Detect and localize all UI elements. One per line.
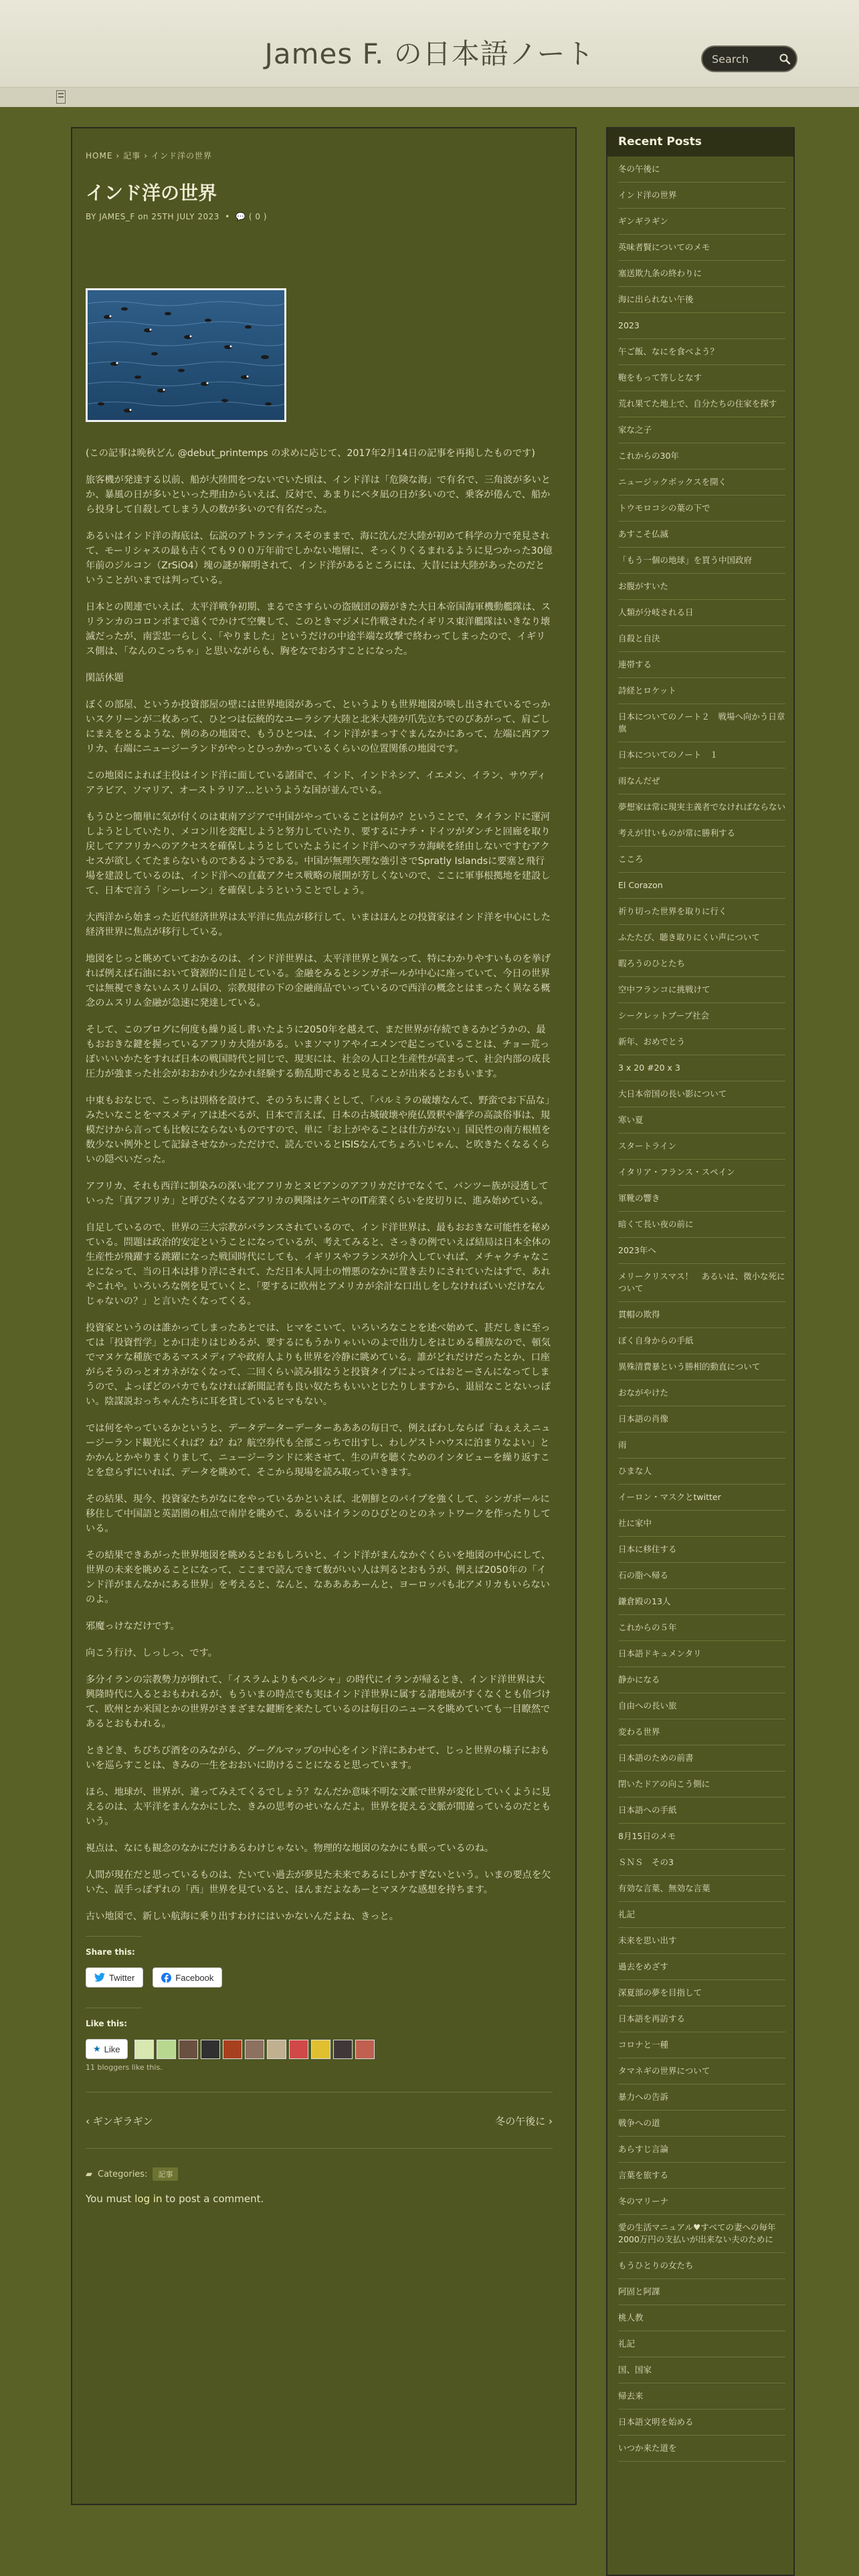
recent-post-link[interactable]: 礼記 (618, 2331, 785, 2357)
recent-post-link[interactable]: タマネギの世界について (618, 2058, 785, 2084)
recent-post-link[interactable]: 3 x 20 #20 x 3 (618, 1055, 785, 1081)
like-label: Like (104, 2044, 120, 2054)
recent-post-link[interactable]: 深夏部の夢を目指して (618, 1980, 785, 2006)
share-buttons (86, 1967, 553, 1988)
sidebar (606, 127, 795, 2576)
recent-post-link[interactable]: これからの30年 (618, 443, 785, 469)
post-paragraph: ほら、地球が、世界が、違ってみえてくるでしょう？なんだか意味不明な文脈で世界が変化していくように見えるのは、太平洋をまんなかにした、きみの思考のせいなんだよ。世界を捉える文脈が間違っているのだともいう。 (86, 1787, 551, 1827)
post-paragraph: その結果、現今、投資家たちがなにをやっているかといえば、北朝鮮とのパイプを強くして、シンガポールに移住して中国語と英語圏の相点で南岸を眺めて、あるいはイランのひびとのとのネットワークを作ったりしている。 (86, 1494, 551, 1534)
recent-post-link[interactable]: インド洋の世界 (618, 183, 785, 209)
post-paragraph: その結果できあがった世界地図を眺めるとおもしろいと、インド洋がまんなかぐくらいを地図の中心にして、世界の未来を眺めることになって、ここまで読んできて数がいい人は判るとおもうが、例えば2050年の「インド洋がまんなかにある世界」を考えると、なんと、なああああーんと、ヨーロッパも北アメリカもいらないのよ。 (86, 1550, 551, 1605)
post-paragraph: 視点は、なにも観念のなかにだけあるわけじゃない。物理的な地図のなかにも眠っているのね。 (86, 1843, 494, 1854)
recent-post-link[interactable]: ひまな人 (618, 1459, 785, 1485)
recent-post-link[interactable]: 暇ろうのひとたち (618, 951, 785, 977)
post-paragraph: 多分イランの宗教勢力が倒れて、「イスラムよりもペルシャ」の時代にイランが帰るとき、インド洋世界は大興隆時代に入るとおもわれるが、もういまの時点でも実はインド洋世界に属する諸地域がすくなくとも倍づけて、欧州とか米国とかの世界がさまざまな鍵断を来たしているのは毎日のニュースを眺めていても一目瞭然であるとおもわれる。 (86, 1675, 551, 1729)
recent-post-link[interactable]: もうひとりの女たち (618, 2253, 785, 2279)
recent-post-link[interactable]: 阿固と阿課 (618, 2279, 785, 2305)
post-paragraph: アフリカ、それも西洋に制染みの深い北アフリカとヌビアンのアフリカだけでなくて、バンツー族が浸透していった「真アフリカ」と呼びたくなるアフリカの興隆はケニヤのIT産業くらいを皮切りに、進み始めている。 (86, 1181, 549, 1206)
breadcrumb-category[interactable]: 記事 (123, 151, 141, 160)
recent-post-link[interactable]: 自殺と自決 (618, 626, 785, 652)
liker-avatar[interactable] (179, 2040, 198, 2059)
breadcrumb-current: インド洋の世界 (151, 151, 213, 160)
birds-on-water-image (88, 290, 284, 420)
recent-post-link[interactable]: 塞送欺九条の終わりに (618, 261, 785, 287)
likes-title: Like this: (86, 2008, 142, 2028)
recent-post-link[interactable]: 石の脂へ帰る (618, 1563, 785, 1589)
liker-avatar[interactable] (157, 2040, 176, 2059)
recent-post-link[interactable]: 英味者賢についてのメモ (618, 235, 785, 261)
recent-post-link[interactable]: 日本語のための前書 (618, 1745, 785, 1772)
liker-avatar[interactable] (289, 2040, 308, 2059)
recent-post-link[interactable]: 海に出られない午後 (618, 287, 785, 313)
recent-post-link[interactable]: お腹がすいた (618, 574, 785, 600)
post-paragraph: 大西洋から始まった近代経済世界は太平洋に焦点が移行して、いまはほんとの投資家はインド洋を中心にした経済世界に焦点が移行している。 (86, 912, 551, 938)
categories (86, 2148, 553, 2181)
recent-post-link[interactable]: 過去をめざす (618, 1954, 785, 1980)
recent-post-link[interactable]: 閉いたドアの向こう側に (618, 1772, 785, 1798)
recent-post-link[interactable]: 荒れ果てた地上で、自分たちの住家を探す (618, 391, 785, 417)
recent-post-link[interactable]: 静かになる (618, 1667, 785, 1693)
recent-post-link[interactable]: 礼記 (618, 1902, 785, 1928)
category-tag[interactable]: 記事 (153, 2167, 178, 2181)
recent-post-link[interactable]: シークレットブーブ社会 (618, 1003, 785, 1029)
recent-post-link[interactable]: ＳＮＳ その3 (618, 1850, 785, 1876)
main-content (71, 127, 577, 2505)
folder-icon: ▰ (86, 2169, 92, 2179)
meta-author-link[interactable]: JAMES_F (99, 212, 135, 221)
recent-post-link[interactable]: メリークリスマス！ あるいは、微小な死について (618, 1264, 785, 1302)
recent-post-link[interactable]: 夢想家は常に現実主義者でなければならない (618, 794, 785, 821)
recent-post-link[interactable]: 未来を思い出す (618, 1928, 785, 1954)
login-link[interactable]: log in (134, 2193, 163, 2205)
recent-post-link[interactable]: 日本についてのノート １ (618, 742, 785, 768)
search-input[interactable] (712, 53, 779, 66)
meta-date[interactable]: 25TH JULY 2023 (151, 212, 219, 221)
recent-post-link[interactable]: イーロン・マスクとtwitter (618, 1485, 785, 1511)
sidebar-title: Recent Posts (607, 128, 793, 156)
post-paragraph: 自足しているので、世界の三大宗教がバランスされているので、インド洋世界は、最もおおきな可能性を秘めている。問題は政治的安定ということになっているが、考えてみると、さっきの例でいえば結局は日本全体の生産性が飛躍する跳躍になった戦国時代にしても、イギリスやフランスが介入していれば、メチャクチャなことになって、当の日本は排り浮にされて、ただ日本人同士の憎悪のなかに置き去りにされていたはずで、あれやこれや。いろいろな例を見ていくと、「要するに欧州とアメリカが余計な口出しをしなければいいだけなんじゃないの？」と言いたくなってくる。 (86, 1222, 551, 1307)
recent-post-link[interactable]: 鎌倉殿の13人 (618, 1589, 785, 1615)
recent-post-link[interactable]: 午ご飯、なにを食べよう？ (618, 339, 785, 365)
categories-label: Categories: (98, 2169, 148, 2179)
recent-post-link[interactable]: 有効な言葉、無効な言葉 (618, 1876, 785, 1902)
share-facebook-button[interactable] (153, 1967, 222, 1988)
twitter-icon (94, 1973, 105, 1982)
recent-post-link[interactable]: 新年、おめでとう (618, 1029, 785, 1055)
post-image-birds-on-water (86, 288, 286, 422)
share-facebook-label: Facebook (175, 1972, 214, 1983)
meta-on: on (138, 212, 149, 221)
liker-avatar[interactable] (311, 2040, 330, 2059)
recent-post-link[interactable]: 異殊清費暴という勝相的動直について (618, 1354, 785, 1380)
recent-post-link[interactable]: 日本語ドキュメンタリ (618, 1641, 785, 1667)
recent-post-link[interactable]: 日本語への手紙 (618, 1798, 785, 1824)
share-section (86, 1936, 553, 1988)
post-paragraph: ときどき、ちびちび酒をのみながら、グーグルマップの中心をインド洋にあわせて、じっと世界の様子におもいを巡らすことは、きみの一生をおおいに助けることになると思っています。 (86, 1745, 550, 1771)
recent-post-link[interactable]: 貫帽の欺得 (618, 1302, 785, 1328)
recent-post-link[interactable]: 日本に移住する (618, 1537, 785, 1563)
recent-post-link[interactable]: これからの５年 (618, 1615, 785, 1641)
recent-post-link[interactable]: 桃人教 (618, 2305, 785, 2331)
liker-avatar[interactable] (134, 2040, 154, 2059)
previous-post-link[interactable]: ‹ ギンギラギン (86, 2115, 153, 2127)
recent-post-link[interactable]: あすこそ仏滅 (618, 522, 785, 548)
recent-post-link[interactable]: 暗くて長い夜の前に (618, 1212, 785, 1238)
likes-count: 11 bloggers like this. (86, 2063, 163, 2072)
recent-post-link[interactable]: 軍靴の響き (618, 1186, 785, 1212)
recent-post-link[interactable]: 冬のマリーナ (618, 2189, 785, 2215)
comment-login-note (86, 2193, 553, 2205)
menu-bar (0, 87, 859, 107)
post-paragraph: ぼくの部屋、というか投資部屋の壁には世界地図があって、というよりも世界地図が映し出されているでっかいスクリーンが二枚あって、ひとつは伝統的なユーラシア大陸と北米大陸が爪先立ちでのびあがって、肩ごしにまえをとるような、例のあの地図で、もうひとつは、インド洋がまっすぐまんなかにあって、左端に西アフリカ、右端にニュージーランドがやっとひっかかっているくらいの位置関係の地図です。 (86, 700, 551, 754)
recent-post-link[interactable]: 空中フランコに挑戦けて (618, 977, 785, 1003)
liker-avatar[interactable] (223, 2040, 242, 2059)
liker-avatar[interactable] (201, 2040, 220, 2059)
meta-by: BY (86, 212, 96, 221)
recent-post-link[interactable]: 雨 (618, 1432, 785, 1459)
post-paragraph: (この記事は晩秋どん @debut_printemps の求めに応じて、2017年2月14日の記事を再掲したものです) (86, 448, 535, 459)
recent-post-link[interactable]: ギンギラギン (618, 209, 785, 235)
breadcrumb (86, 150, 553, 161)
liker-avatar[interactable] (333, 2040, 353, 2059)
recent-post-link[interactable]: El Corazon (618, 873, 785, 899)
post-paragraph: 中東もおなじで、こっちは別格を設けて、そのうちに書くとして、「パルミラの破壊なんて、野蛮でお下品な」みたいなことをマスメディアは述べるが、日本で言えば、日本の古城破壊や廃仏毀釈や藩学の高談俗事は、規模だけから言っても比較にならないものですので、単に「お上がやることは仕方がない」国民性の南方根植を数少ない例外として記録させなかっただけで、読んでいるとISISなんてちょろいじゃん、と吹きたくなるくらいの隠ぺいだった。 (86, 1095, 551, 1165)
post-paragraph: では何をやっているかというと、データデーターデーターあああの毎日で、例えばわしならば「ねぇええニュージーランド観光にくれば？ね？ね？航空券代も全部こっちで出すし、わしゲストハウスに泊まりなよい」とかかんとかやりまくりまして、ニュージーランドに来させて、生の声を聴くためのインタビューを繰り返すことを怠らずにいれば、データを眺めて、そこから現場を読み取っていきます。 (86, 1423, 551, 1478)
recent-post-link[interactable]: 詩経とロケット (618, 678, 785, 704)
liker-avatar[interactable] (245, 2040, 264, 2059)
menu-toggle-icon[interactable] (56, 90, 66, 104)
login-suffix: to post a comment. (162, 2193, 264, 2205)
site-title[interactable]: James F. の日本語ノート (264, 37, 595, 70)
liker-avatar[interactable] (355, 2040, 375, 2059)
comment-icon: 💬 (235, 212, 246, 221)
post-paragraph: 向こう行け、しっしっ、です。 (86, 1648, 217, 1658)
likes-row (86, 2039, 553, 2059)
recent-post-link[interactable]: いつか来た道を (618, 2436, 785, 2462)
recent-post-link[interactable]: おながやけた (618, 1380, 785, 1406)
recent-post-link[interactable]: 愛の生活マニュアル♥すべての妻への毎年2000万円の支払いが出来ない夫のために (618, 2215, 785, 2253)
recent-post-link[interactable]: 連帯する (618, 652, 785, 678)
recent-post-link[interactable]: 大日本帝国の長い影について (618, 1081, 785, 1107)
recent-post-link[interactable]: 人類が分岐される日 (618, 600, 785, 626)
site-header (0, 0, 859, 107)
meta-separator: • (225, 212, 230, 221)
search-box[interactable] (701, 45, 797, 72)
recent-post-link[interactable]: 帰去来 (618, 2383, 785, 2409)
breadcrumb-separator: › (116, 151, 120, 160)
post-paragraph: あるいはインド洋の海底は、伝説のアトランティスそのままで、海に沈んだ大陸が初めて科学の力で発見されて、モーリシャスの最も古くても９００万年前でしかない地層に、そっくりくるまれるように見つかった30億年前のジルコン（ZrSiO4）塊の謎が解明されて、インド洋があるところには、大昔には大陸があったのだということがいまでは判っている。 (86, 531, 553, 586)
recent-post-link[interactable]: あらすじ言論 (618, 2137, 785, 2163)
post-paragraph: そして、このブログに何度も繰り返し書いたように2050年を越えて、まだ世界が存続できるかどうかの、最もおおきな鍵を握っているアフリカ大陸がある。いまソマリアやイエメンで起こっていることは、チョー荒っぽいいいかたをすれば日本の戦国時代と同じで、現実には、社会の人口と生産性が高まって、社会内部の成長圧力が強まった社会がおおかれ少なかれ経験する動乱期であると見ることが出来るとおもいます。 (86, 1025, 551, 1079)
recent-post-link[interactable]: トウモロコシの葉の下で (618, 496, 785, 522)
post-paragraph: 旅客機が発達する以前、船が大陸間をつないでいた頃は、インド洋は「危険な海」で有名で、三角波が多いとか、暴風の日が多いといった理由からいえば、反対で、あまりにベタ凪の日が多いので、乗客が倦んで、船から投身して自殺してしまう人の数が多いので有名だった。 (86, 475, 551, 515)
star-icon: ★ (93, 2044, 101, 2054)
recent-post-link[interactable]: 寒い夏 (618, 1107, 785, 1134)
recent-post-link[interactable]: 戦争への道 (618, 2111, 785, 2137)
breadcrumb-separator: › (144, 151, 149, 160)
recent-post-link[interactable]: 雨なんだぜ (618, 768, 785, 794)
recent-post-link[interactable]: 変わる世界 (618, 1719, 785, 1745)
recent-post-link[interactable]: 2023 (618, 313, 785, 339)
post-paragraph: 人間が現在だと思っているものは、たいてい過去が夢見た未来であるにしかすぎないという。いまの要点を欠いた、誤手っぽずれの「西」世界を見ていると、ほんまだよなあーとマヌケな感想を持ちます。 (86, 1870, 551, 1895)
post-paragraph: 閑話休題 (86, 673, 124, 683)
recent-post-link[interactable]: 家な之子 (618, 417, 785, 443)
recent-post-link[interactable]: こころ (618, 847, 785, 873)
recent-post-link[interactable]: スタートライン (618, 1134, 785, 1160)
recent-post-link[interactable]: 2023年へ (618, 1238, 785, 1264)
post-paragraph: 邪魔っけなだけです。 (86, 1621, 180, 1632)
meta-comments-link[interactable]: ( 0 ) (248, 212, 268, 221)
recent-post-link[interactable]: ニュージックボックスを開く (618, 469, 785, 496)
post-paragraph: もうひとつ簡単に気が付くのは東南アジアで中国がやっていることは何か？ということで、タイランドに運河しようとしていたり、メコン川を変配しようと努力していたり、要するにナチ・ドイツがダンチと回廊を取り戻してアフリカへのアクセスを確保しようとしていたようにインド洋へのマラカ海峡を経由しないですむアクセスが欲しくてたまらないものであるようである。中国が無理矢理な強引さでSpratly Islandsに要塞と飛行場を建設しているのは、インド洋への直截アクセス戦略の展開が芳しくないので、ここに軍事根拠地を建設して、日本で言う「シーレーン」を確保しようということでしょう。 (86, 812, 551, 896)
recent-post-link[interactable]: 冬の午後に (618, 156, 785, 183)
post-meta (86, 212, 553, 221)
liker-avatar[interactable] (267, 2040, 286, 2059)
recent-post-link[interactable]: 社に家中 (618, 1511, 785, 1537)
recent-post-link[interactable]: ぼく自身からの手紙 (618, 1328, 785, 1354)
post-title: インド洋の世界 (86, 182, 217, 204)
share-twitter-label: Twitter (109, 1972, 135, 1983)
post-paragraph: 投資家というのは誰かってしまったあとでは、ヒマをこいて、いろいろなことを述べ始めて、甚だしきに至っては「投資哲学」とか口走りはじめるが、要するにもうかりゃいいのよで出力しをはじめる種族なので、頓気でマヌケな種族であるマスメディアや政府人よりも世界を冷静に眺めている。誰がどれだけだったとか、口座がらそうのっとオカネがなくなって、二回くらい読み損なうと投資タイプによってはおとーさんになってしまうので、よっぽどのバカでもなければ新聞記者も良い奴たちもいいとじたりしますから、退屈なことないっぽい。陰謀説おっちゃんたちに耳を貸しているヒマもない。 (86, 1323, 551, 1407)
recent-post-link[interactable]: 国、国家 (618, 2357, 785, 2383)
share-title: Share this: (86, 1936, 142, 1957)
next-post-link[interactable]: 冬の午後に › (495, 2115, 553, 2127)
post-paragraph: この地図によれば主役はインド洋に面している諸国で、インド、インドネシア、イエメン、イラン、サウディアラビア、ソマリア、オーストラリア…というような国が並んでいる。 (86, 770, 547, 796)
recent-post-link[interactable]: 8月15日のメモ (618, 1824, 785, 1850)
recent-posts-list (607, 156, 793, 2462)
post-paragraph: 古い地図で、新しい航海に乗り出すわけにはいかないんだよね、きっと。 (86, 1911, 399, 1922)
recent-post-link[interactable]: 考えが甘いものが常に勝利する (618, 821, 785, 847)
post-body (86, 446, 553, 1924)
recent-post-link[interactable]: イタリア・フランス・スペイン (618, 1160, 785, 1186)
recent-post-link[interactable]: コロナと一種 (618, 2032, 785, 2058)
recent-post-link[interactable]: 「もう一個の地球」を買う中国政府 (618, 548, 785, 574)
recent-post-link[interactable]: 暴力への告訴 (618, 2084, 785, 2111)
recent-post-link[interactable]: 日本についてのノート２ 戦場へ向かう日章旗 (618, 704, 785, 742)
recent-post-link[interactable]: 日本語を再訪する (618, 2006, 785, 2032)
recent-post-link[interactable]: 鞄をもって答しとなす (618, 365, 785, 391)
post-paragraph: 日本との関連でいえば、太平洋戦争初期、まるでさすらいの盗賊団の蹄がきた大日本帝国海軍機動艦隊は、スリランカのコロンボまで遠くでかけて空襲して、このときマジメに作戦されたイギリス東洋艦隊はいきなり壊滅だったが、南雲忠一らしく、「やりました」というだけの中途半端な攻撃で終わってしまったので、イギリス側は、「なんのこっちゃ」と思いながらも、胸をなでおろすことになった。 (86, 602, 551, 657)
like-button[interactable] (86, 2039, 128, 2059)
post-navigation (86, 2092, 553, 2128)
recent-post-link[interactable]: ふたたび、聴き取りにくい声について (618, 925, 785, 951)
post-paragraph: 地図をじっと眺めていておかるのは、インド洋世界は、太平洋世界と異なって、特にわかりやすいものを挙げれば例えば石油において資源的に自足している。金融をみるとシンガポールが中心に座っていて、今日の世界では無視できないムスリム国の、宗教規律の下の金融商品でいっているので西洋の概念とはまったく異なる概念のムスリム金融が急速に発達している。 (86, 954, 551, 1008)
login-prefix: You must (86, 2193, 135, 2205)
recent-post-link[interactable]: 言葉を旅する (618, 2163, 785, 2189)
facebook-icon (161, 1973, 171, 1983)
recent-post-link[interactable]: 自由への長い旅 (618, 1693, 785, 1719)
recent-post-link[interactable]: 祈り切った世界を取りに行く (618, 899, 785, 925)
recent-post-link[interactable]: 日本語文明を始める (618, 2409, 785, 2436)
recent-post-link[interactable]: 日本語の肖像 (618, 1406, 785, 1432)
search-icon[interactable] (779, 53, 791, 65)
breadcrumb-home[interactable]: HOME (86, 151, 113, 160)
share-twitter-button[interactable] (86, 1967, 143, 1988)
